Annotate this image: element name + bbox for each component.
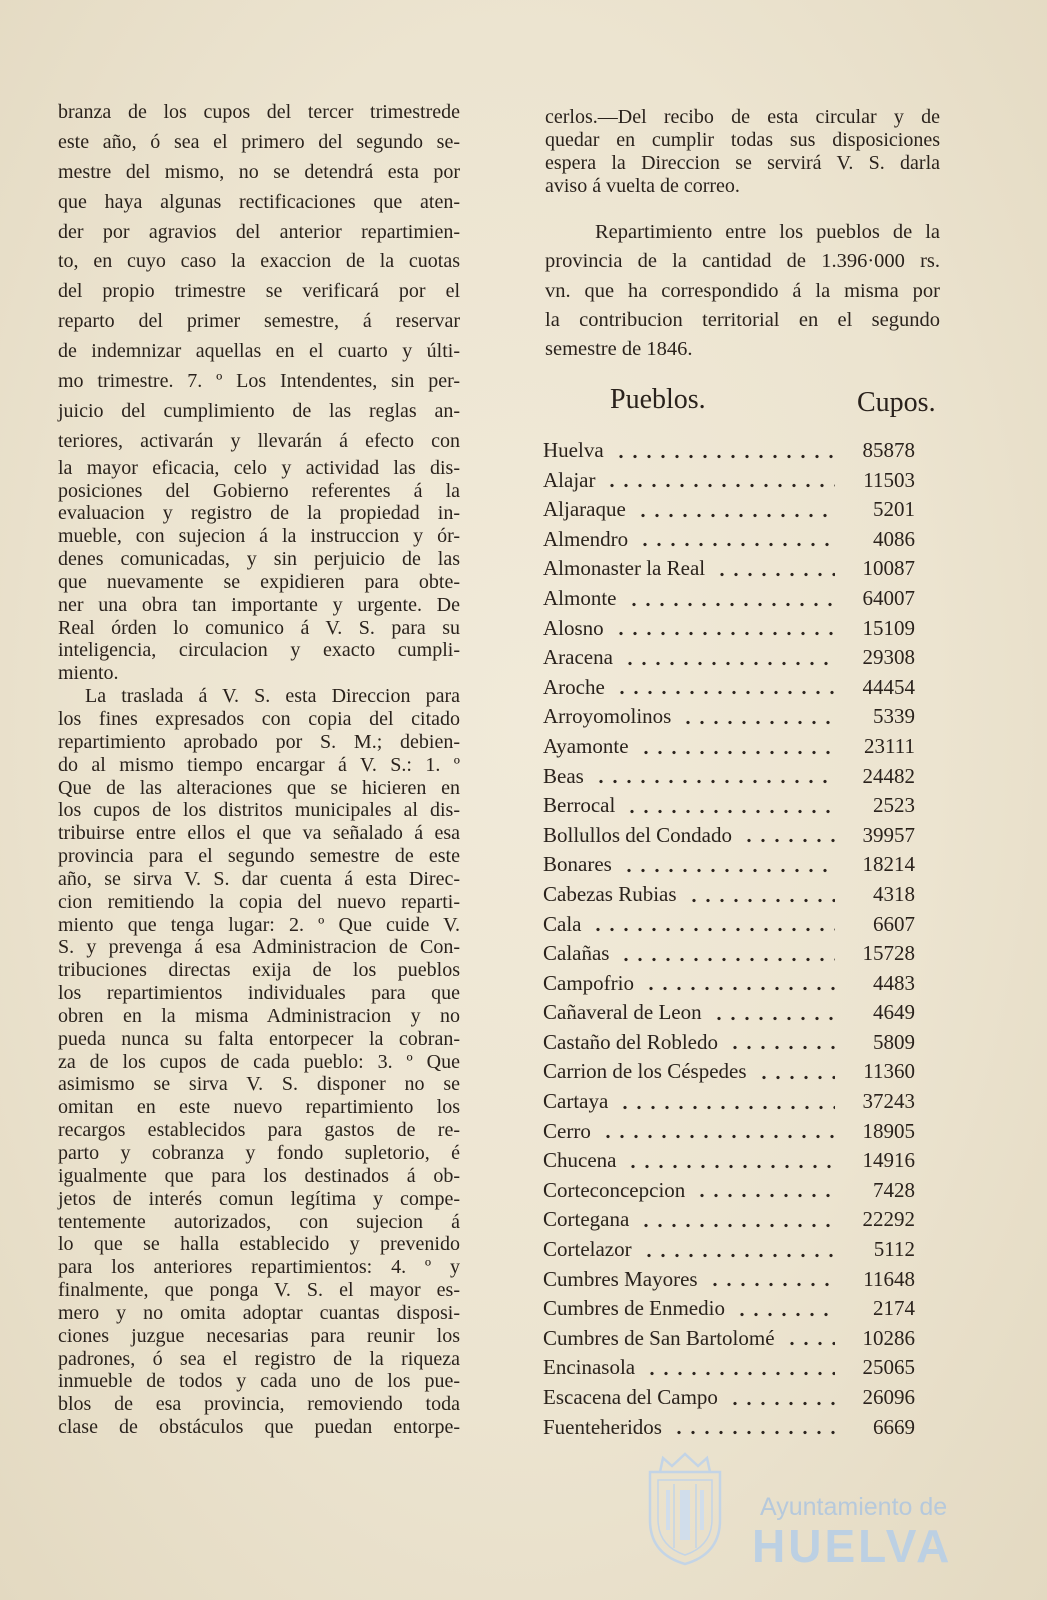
cupo-value: 25065 [862, 1355, 915, 1380]
pueblo-name: Calañas [543, 941, 610, 966]
text-line: Real órden lo comunico á V. S. para su [58, 616, 460, 639]
cupos-column-header: Cupos. [857, 387, 936, 418]
dot-leader [733, 1294, 835, 1324]
dot-leader [624, 1146, 835, 1176]
text-line: provincia de la cantidad de 1.396·000 rs. [545, 250, 940, 273]
text-line: denes comunicadas, y sin perjuicio de las [58, 548, 460, 571]
dot-leader [710, 998, 835, 1028]
dot-leader [592, 762, 835, 792]
text-line: provincia para el segundo semestre de este [58, 845, 460, 868]
table-row [543, 466, 915, 496]
pueblo-name: Arroyomolinos [543, 704, 672, 729]
text-line: del propio trimestre se verificará por el [58, 280, 460, 303]
cupo-value: 23111 [864, 733, 915, 758]
cupo-value: 11503 [863, 467, 915, 492]
pueblo-name: Bollullos del Condado [543, 822, 732, 847]
dot-leader [637, 732, 835, 762]
table-row [543, 1324, 915, 1354]
table-row [543, 850, 915, 880]
cupo-value: 4086 [873, 526, 915, 551]
dot-leader [623, 791, 835, 821]
pueblo-name: Escacena del Campo [543, 1385, 718, 1409]
cupo-value: 22292 [862, 1207, 915, 1232]
cupo-value: 24482 [862, 763, 915, 788]
pueblo-name: Carrion de los Céspedes [543, 1059, 747, 1084]
text-line: mo trimestre. 7. º Los Intendentes, sin per- [58, 370, 460, 393]
text-line: to, en cuyo caso la exaccion de la cuotas [58, 250, 460, 273]
text-line: igualmente que para los destinados á ob- [58, 1164, 460, 1187]
text-line: la mayor eficacia, celo y actividad las dis- [58, 456, 460, 479]
text-line: inmueble de todos y cada uno de los pue- [58, 1370, 460, 1393]
dot-leader [589, 910, 835, 940]
pueblo-name: Cumbres de Enmedio [543, 1296, 725, 1321]
cupo-value: 2174 [873, 1296, 915, 1321]
cupo-value: 85878 [862, 438, 915, 462]
text-line: der por agravios del anterior repartimien- [58, 220, 460, 243]
table-row [543, 1057, 915, 1087]
watermark-line1: Ayuntamiento de [760, 1493, 948, 1521]
table-row [543, 1235, 915, 1265]
pueblo-name: Encinasola [543, 1355, 636, 1380]
text-line: mestre del mismo, no se detendrá esta por [58, 160, 460, 183]
table-row [543, 880, 915, 910]
dot-leader [706, 1265, 835, 1295]
table-row [543, 614, 915, 644]
text-line: de indemnizar aquellas en el cuarto y últi- [58, 340, 460, 363]
cupo-value: 11360 [863, 1059, 915, 1084]
dot-leader [640, 1235, 835, 1265]
text-line: tribuciones directas exija de los pueblos [58, 959, 460, 982]
cupo-value: 6607 [873, 911, 915, 936]
table-row [543, 643, 915, 673]
cupo-value: 5201 [873, 497, 915, 522]
cupo-value: 5112 [873, 1237, 915, 1262]
table-row [543, 1413, 915, 1443]
table-row [543, 1205, 915, 1235]
dot-leader [636, 525, 835, 555]
pueblo-name: Cortegana [543, 1207, 630, 1232]
text-line: reparto del primer semestre, á reservar [58, 310, 460, 333]
text-line: que haya algunas rectificaciones que aten- [58, 190, 460, 213]
dot-leader [643, 1353, 835, 1383]
pueblo-name: Aroche [543, 674, 605, 699]
table-row [543, 1117, 915, 1147]
dot-leader [685, 880, 835, 910]
table-row [543, 821, 915, 851]
table-row [543, 1087, 915, 1117]
text-line: mero y no omita adoptar cuantas disposi- [58, 1301, 460, 1324]
text-line: que nuevamente se expidieren para obte- [58, 570, 460, 593]
cupo-value: 64007 [862, 585, 915, 610]
text-line: asimismo se sirva V. S. disponer no se [58, 1073, 460, 1096]
pueblo-name: Cala [543, 911, 582, 936]
cupo-value: 11648 [863, 1266, 915, 1291]
text-line: para los anteriores repartimientos: 4. º y [58, 1256, 460, 1279]
dot-leader [620, 850, 835, 880]
pueblo-name: Fuenteheridos [543, 1414, 662, 1439]
dot-leader [599, 1117, 835, 1147]
text-line: tentemente autorizados, con sujecion á [58, 1210, 460, 1233]
table-row [543, 791, 915, 821]
text-line: La traslada á V. S. esta Direccion para [85, 685, 460, 708]
table-row [543, 702, 915, 732]
pueblo-name: Ayamonte [543, 733, 629, 758]
cupo-value: 18214 [862, 852, 915, 877]
text-line: repartimiento aprobado por S. M.; debien- [58, 730, 460, 753]
text-line: la contribucion territorial en el segundo [545, 308, 940, 331]
table-row [543, 436, 915, 466]
pueblo-name: Cañaveral de Leon [543, 1000, 702, 1025]
text-line: recargos establecidos para gastos de re- [58, 1119, 460, 1142]
pueblo-name: Almendro [543, 526, 629, 551]
dot-leader [637, 1205, 835, 1235]
dot-leader [693, 1176, 835, 1206]
text-line: pueda nunca su falta entorpecer la cobran- [58, 1027, 460, 1050]
cupos-table [543, 436, 915, 1442]
dot-leader [642, 969, 835, 999]
text-line: juicio del cumplimiento de las reglas an- [58, 399, 460, 422]
paragraph [58, 98, 460, 685]
cupo-value: 15109 [862, 615, 915, 640]
table-row [543, 1265, 915, 1295]
text-line: blos de esa provincia, removiendo toda [58, 1393, 460, 1416]
text-line: los cupos de los distritos municipales al dis- [58, 799, 460, 822]
pueblo-name: Aracena [543, 645, 613, 670]
table-row [543, 969, 915, 999]
dot-leader [755, 1057, 835, 1087]
text-line: branza de los cupos del tercer trimestrede [58, 101, 460, 123]
text-line: quedar en cumplir todas sus disposiciones [545, 129, 940, 151]
cupo-value: 7428 [873, 1177, 915, 1202]
table-row [543, 525, 915, 555]
text-line: cerlos.—Del recibo de esta circular y de [545, 106, 940, 128]
text-line: tribuirse entre ellos el que va señalado á esa [58, 822, 460, 845]
cupo-value: 15728 [862, 941, 915, 966]
text-line: los repartimientos individuales para que [58, 982, 460, 1005]
pueblo-name: Almonte [543, 585, 617, 610]
text-line: clase de obstáculos que puedan entorpe- [58, 1416, 460, 1439]
pueblos-column-header: Pueblos. [610, 384, 706, 415]
pueblo-name: Cabezas Rubias [543, 881, 677, 906]
text-line: finalmente, que ponga V. S. el mayor es- [58, 1279, 460, 1302]
text-line: los fines expresados con copia del citado [58, 707, 460, 730]
left-text-column [58, 98, 460, 1439]
text-line: este año, ó sea el primero del segundo se- [58, 130, 460, 153]
pueblo-name: Aljaraque [543, 497, 626, 522]
text-line: aviso á vuelta de correo. [545, 175, 740, 197]
pueblo-name: Bonares [543, 852, 612, 877]
text-line: miento. [58, 662, 119, 685]
dot-leader [679, 702, 835, 732]
text-line: inteligencia, circulacion y exacto cumpli- [58, 639, 460, 662]
table-row [543, 1176, 915, 1206]
dot-leader [617, 939, 835, 969]
dot-leader [783, 1324, 835, 1354]
text-line: obren en la misma Administracion y no [58, 1004, 460, 1027]
cupo-value: 4318 [873, 881, 915, 906]
dot-leader [625, 584, 836, 614]
table-row [543, 495, 915, 525]
dot-leader [616, 1087, 835, 1117]
table-row [543, 762, 915, 792]
pueblo-name: Cerro [543, 1118, 591, 1143]
text-line: evaluacion y registro de la propiedad in- [58, 502, 460, 525]
table-row [543, 1383, 915, 1413]
dot-leader [740, 821, 835, 851]
dot-leader [612, 436, 835, 466]
text-line: do al mismo tiempo encargar á V. S.: 1. º [58, 753, 460, 776]
text-line: jetos de interés comun legítima y compe- [58, 1187, 460, 1210]
text-line: ciones juzgue necesarias para reunir los [58, 1324, 460, 1347]
cupo-value: 5809 [873, 1029, 915, 1054]
text-line: omitan en este nuevo repartimiento los [58, 1096, 460, 1119]
text-line: año, se sirva V. S. dar cuenta á esta Direc- [58, 867, 460, 890]
cupo-value: 4483 [873, 970, 915, 995]
table-row [543, 910, 915, 940]
text-line: Que de las alteraciones que se hicieren en [58, 776, 460, 799]
dot-leader [726, 1028, 835, 1058]
text-line: miento que tenga lugar: 2. º Que cuide V. [58, 913, 460, 936]
pueblo-name: Berrocal [543, 793, 616, 818]
text-line: cion remitiendo la copia del nuevo reparti- [58, 890, 460, 913]
cupo-value: 6669 [873, 1414, 915, 1439]
text-line: posiciones del Gobierno referentes á la [58, 479, 460, 502]
pueblo-name: Huelva [543, 438, 604, 462]
dot-leader [603, 466, 835, 496]
pueblo-name: Almonaster la Real [543, 556, 706, 581]
pueblo-name: Cartaya [543, 1089, 609, 1114]
dot-leader [726, 1383, 835, 1413]
table-row [543, 554, 915, 584]
cupo-value: 10087 [862, 556, 915, 581]
table-row [543, 1028, 915, 1058]
pueblo-name: Cumbres de San Bartolomé [543, 1325, 775, 1350]
dot-leader [621, 643, 835, 673]
text-line: mueble, con sujecion á la instruccion y ór- [58, 525, 460, 548]
cupo-value: 10286 [862, 1325, 915, 1350]
table-row [543, 939, 915, 969]
ayuntamiento-shield-icon [630, 1450, 740, 1568]
text-line: parto y cobranza y fondo supletorio, é [58, 1142, 460, 1164]
text-line: padrones, ó sea el registro de la riqueza [58, 1347, 460, 1370]
table-row [543, 1146, 915, 1176]
text-line: S. y prevenga á esa Administracion de Con- [58, 936, 460, 959]
text-line: ner una obra tan importante y urgente. De [58, 593, 460, 616]
table-row [543, 732, 915, 762]
watermark-line2: HUELVA [752, 1520, 953, 1572]
cupo-value: 2523 [873, 793, 915, 818]
cupo-value: 44454 [862, 674, 915, 699]
pueblo-name: Alosno [543, 615, 604, 640]
text-line: teriores, activarán y llevarán á efecto con [58, 429, 460, 452]
cupo-value: 37243 [862, 1089, 915, 1114]
pueblo-name: Corteconcepcion [543, 1177, 686, 1202]
dot-leader [613, 673, 835, 703]
text-line: lo que se halla establecido y prevenido [58, 1233, 460, 1256]
cupo-value: 18905 [862, 1118, 915, 1143]
cupo-value: 5339 [873, 704, 915, 729]
pueblo-name: Chucena [543, 1148, 617, 1173]
text-line: Repartimiento entre los pueblos de la [595, 221, 940, 243]
text-line: semestre de 1846. [545, 338, 693, 361]
cupo-value: 26096 [862, 1385, 915, 1409]
pueblo-name: Alajar [543, 467, 596, 492]
table-row [543, 673, 915, 703]
text-line: vn. que ha correspondido á la misma por [545, 279, 940, 302]
right-continuation-paragraph [545, 106, 940, 198]
dot-leader [612, 614, 835, 644]
pueblo-name: Beas [543, 763, 584, 788]
cupo-value: 39957 [862, 822, 915, 847]
repartimiento-heading [545, 218, 940, 364]
table-row [543, 1294, 915, 1324]
text-line: espera la Direccion se servirá V. S. darla [545, 152, 940, 174]
paragraph [58, 685, 460, 1439]
cupo-value: 29308 [862, 645, 915, 670]
pueblo-name: Cumbres Mayores [543, 1266, 698, 1291]
dot-leader [670, 1413, 835, 1443]
pueblo-name: Castaño del Robledo [543, 1029, 718, 1054]
cupo-value: 4649 [873, 1000, 915, 1025]
table-row [543, 584, 915, 614]
table-row [543, 998, 915, 1028]
dot-leader [713, 554, 835, 584]
dot-leader [634, 495, 835, 525]
pueblo-name: Campofrio [543, 970, 634, 995]
pueblo-name: Cortelazor [543, 1237, 632, 1262]
cupo-value: 14916 [862, 1148, 915, 1173]
table-row [543, 1353, 915, 1383]
text-line: za de los cupos de cada pueblo: 3. º Que [58, 1050, 460, 1073]
